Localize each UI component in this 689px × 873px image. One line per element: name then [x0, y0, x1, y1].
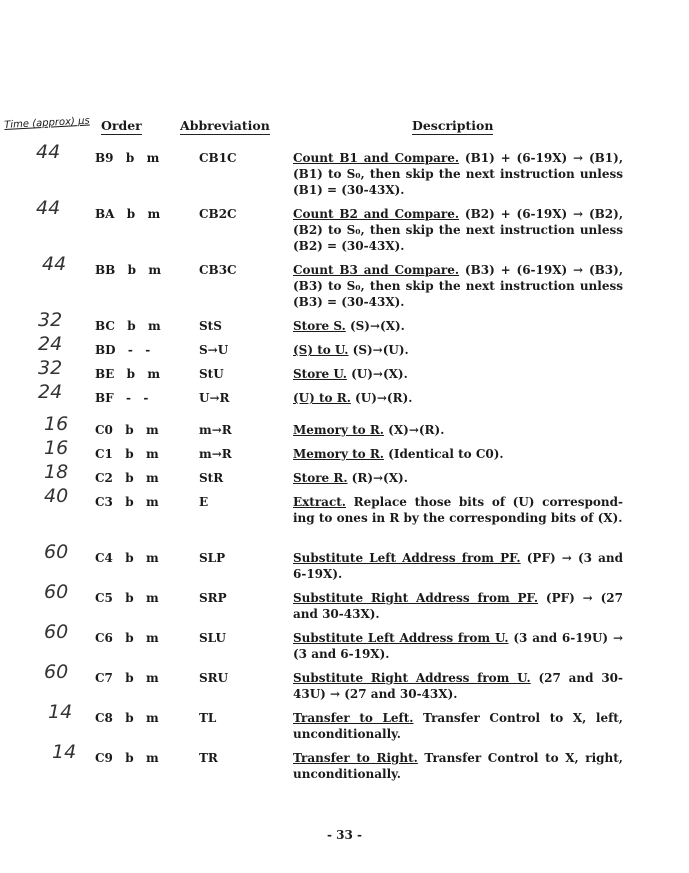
abbreviation: SRU [199, 671, 229, 685]
description [293, 390, 623, 406]
description-text: (PF) → (27 and 30-43X). [293, 591, 623, 621]
time-handwritten: 18 [44, 461, 69, 483]
order-column-header: Order [101, 118, 142, 133]
abbreviation: StR [199, 471, 224, 485]
description-text: (S)→(U). [348, 343, 409, 357]
description [293, 550, 623, 582]
description [293, 494, 623, 526]
order-code: BD - - [95, 343, 151, 357]
description-title: Substitute Right Address from PF. [293, 591, 539, 605]
order-code: C6 b m [95, 631, 159, 645]
description [293, 366, 623, 382]
order-code: C8 b m [95, 711, 159, 725]
order-code: C5 b m [95, 591, 159, 605]
description-text: (X)→(R). [383, 423, 445, 437]
order-code: C9 b m [95, 751, 159, 765]
time-handwritten: 40 [44, 485, 69, 507]
description-title: Store U. [293, 367, 347, 381]
description-title: Extract. [293, 495, 346, 509]
description-title: Transfer to Left. [293, 711, 414, 725]
order-code: BE b m [95, 367, 161, 381]
abbreviation: CB1C [199, 151, 237, 165]
abbreviation: StU [199, 367, 224, 381]
abbreviation: E [199, 495, 209, 509]
description-column-header: Description [412, 118, 494, 133]
description-title: Store S. [293, 319, 346, 333]
description-text: (B2) + (6-19X) → (B2), (B2) to S₀, then skip the next instruction unless (B2) = (30-43X). [293, 207, 623, 253]
time-handwritten: 32 [38, 309, 63, 331]
time-handwritten: 44 [42, 253, 67, 275]
description-text: Transfer Control to X, left, unconditionally. [293, 711, 623, 741]
time-handwritten: 24 [38, 381, 63, 403]
order-code: C2 b m [95, 471, 159, 485]
abbreviation-column-header: Abbreviation [180, 118, 270, 133]
description-text: (B1) + (6-19X) → (B1), (B1) to S₀, then skip the next instruction unless (B1) = (30-43X). [293, 151, 623, 197]
description-title: Transfer to Right. [293, 751, 418, 765]
description [293, 670, 623, 702]
description [293, 630, 623, 662]
abbreviation: TL [199, 711, 217, 725]
description-title: Substitute Left Address from U. [293, 631, 509, 645]
description [293, 750, 623, 782]
description [293, 150, 623, 198]
time-handwritten: 24 [38, 333, 63, 355]
description-text: (R)→(X). [347, 471, 408, 485]
order-code: C4 b m [95, 551, 159, 565]
time-handwritten: 16 [44, 413, 69, 435]
order-code: BC b m [95, 319, 161, 333]
time-handwritten: 60 [44, 581, 69, 603]
description-text: (U)→(R). [350, 391, 413, 405]
description-text: (B3) + (6-19X) → (B3), (B3) to S₀, then skip the next instruction unless (B3) = (30-43X). [293, 263, 623, 309]
order-code: C0 b m [95, 423, 159, 437]
time-handwritten: 14 [52, 741, 77, 763]
description [293, 590, 623, 622]
description-title: Substitute Right Address from U. [293, 671, 531, 685]
abbreviation: SLP [199, 551, 226, 565]
description-title: (U) to R. [293, 391, 351, 405]
order-code: C3 b m [95, 495, 159, 509]
description [293, 318, 623, 334]
description-text: Transfer Control to X, right, unconditionally. [293, 751, 623, 781]
order-code: BA b m [95, 207, 161, 221]
order-code: C1 b m [95, 447, 159, 461]
order-code: BB b m [95, 263, 162, 277]
description-title: Substitute Left Address from PF. [293, 551, 521, 565]
abbreviation: CB3C [199, 263, 237, 277]
abbreviation: U→R [199, 391, 230, 405]
description-title: Memory to R. [293, 447, 384, 461]
description [293, 710, 623, 742]
time-handwritten: 16 [44, 437, 69, 459]
abbreviation: TR [199, 751, 218, 765]
description-text: (Identical to C0). [383, 447, 504, 461]
page-number: - 33 - [327, 828, 363, 842]
description-title: Store R. [293, 471, 348, 485]
time-handwritten: 60 [44, 621, 69, 643]
abbreviation: StS [199, 319, 222, 333]
abbreviation: m→R [199, 423, 232, 437]
time-handwritten: 60 [44, 541, 69, 563]
time-handwritten: 32 [38, 357, 63, 379]
order-code: B9 b m [95, 151, 160, 165]
description [293, 422, 623, 438]
description-text: (PF) → (3 and 6-19X). [293, 551, 623, 581]
time-handwritten: 14 [48, 701, 73, 723]
description-text: Replace those bits of (U) correspond-ing to ones in R by the corresponding bits of (X). [293, 495, 623, 525]
description-text: (3 and 6-19U) → (3 and 6-19X). [293, 631, 623, 661]
description [293, 446, 623, 462]
abbreviation: CB2C [199, 207, 237, 221]
description-title: Count B3 and Compare. [293, 263, 460, 277]
time-handwritten: 44 [36, 141, 61, 163]
description-title: Count B1 and Compare. [293, 151, 460, 165]
order-code: C7 b m [95, 671, 159, 685]
description [293, 470, 623, 486]
description [293, 342, 623, 358]
description-text: (S)→(X). [345, 319, 405, 333]
description [293, 206, 623, 254]
description-title: Count B2 and Compare. [293, 207, 460, 221]
description-text: (27 and 30-43U) → (27 and 30-43X). [293, 671, 623, 701]
description-title: Memory to R. [293, 423, 384, 437]
order-code: BF - - [95, 391, 149, 405]
description [293, 262, 623, 310]
description-title: (S) to U. [293, 343, 349, 357]
time-column-header: Time (approx) µs [4, 115, 90, 131]
description-text: (U)→(X). [346, 367, 408, 381]
abbreviation: SRP [199, 591, 227, 605]
time-handwritten: 60 [44, 661, 69, 683]
time-handwritten: 44 [36, 197, 61, 219]
abbreviation: m→R [199, 447, 232, 461]
abbreviation: S→U [199, 343, 229, 357]
abbreviation: SLU [199, 631, 226, 645]
